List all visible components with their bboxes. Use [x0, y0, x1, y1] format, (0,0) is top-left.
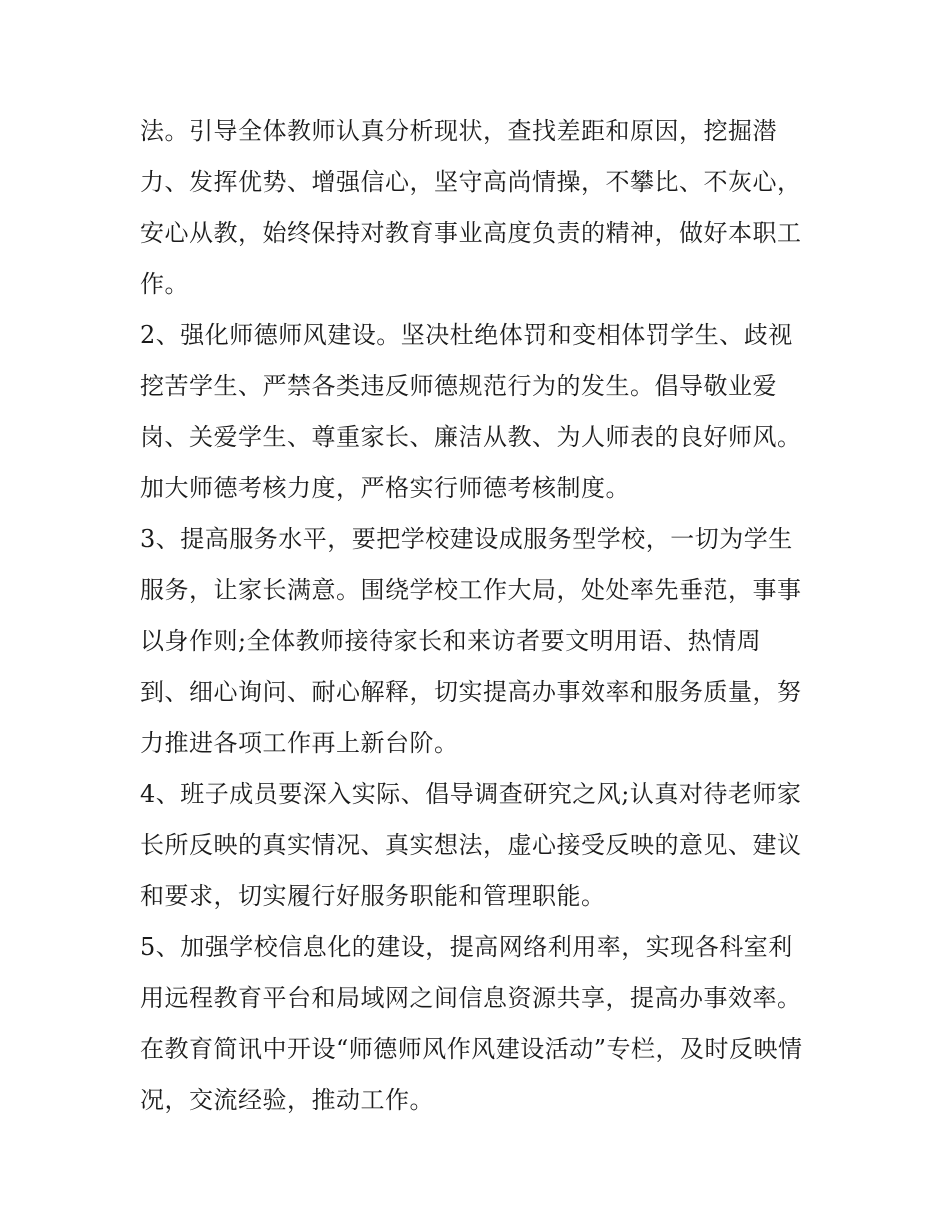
text-line: 挖苦学生、严禁各类违反师德规范行为的发生。倡导敬业爱: [140, 372, 777, 400]
text-line: 安心从教，始终保持对教育事业高度负责的精神，做好本职工: [140, 219, 802, 247]
text-line: 用远程教育平台和局域网之间信息资源共享，提高办事效率。: [140, 984, 802, 1012]
text-line: 加大师德考核力度，严格实行师德考核制度。: [140, 474, 630, 502]
text-line: 到、细心询问、耐心解释，切实提高办事效率和服务质量，努: [140, 678, 802, 706]
text-line: 力、发挥优势、增强信心，坚守高尚情操，不攀比、不灰心，: [140, 168, 802, 196]
document-body: [140, 106, 830, 1126]
text-line: 岗、关爱学生、尊重家长、廉洁从教、为人师表的良好师风。: [140, 423, 802, 451]
text-line: 以身作则;全体教师接待家长和来访者要文明用语、热情周: [140, 627, 762, 655]
text-line: 在教育简讯中开设“师德师风作风建设活动”专栏，及时反映情: [140, 1035, 803, 1063]
text-line: 和要求，切实履行好服务职能和管理职能。: [140, 882, 606, 910]
text-line: 4、班子成员要深入实际、倡导调查研究之风;认真对待老师家: [140, 780, 802, 808]
text-line: 长所反映的真实情况、真实想法，虚心接受反映的意见、建议: [140, 831, 802, 859]
text-line: 况，交流经验，推动工作。: [140, 1086, 434, 1114]
text-line: 力推进各项工作再上新台阶。: [140, 729, 459, 757]
text-line: 作。: [140, 270, 189, 298]
text-line: 5、加强学校信息化的建设，提高网络利用率，实现各科室利: [140, 933, 793, 961]
text-line: 法。引导全体教师认真分析现状，查找差距和原因，挖掘潜: [140, 117, 777, 145]
text-line: 3、提高服务水平，要把学校建设成服务型学校，一切为学生: [140, 525, 793, 553]
text-line: 服务，让家长满意。围绕学校工作大局，处处率先垂范，事事: [140, 576, 802, 604]
text-line: 2、强化师德师风建设。坚决杜绝体罚和变相体罚学生、歧视: [140, 321, 793, 349]
